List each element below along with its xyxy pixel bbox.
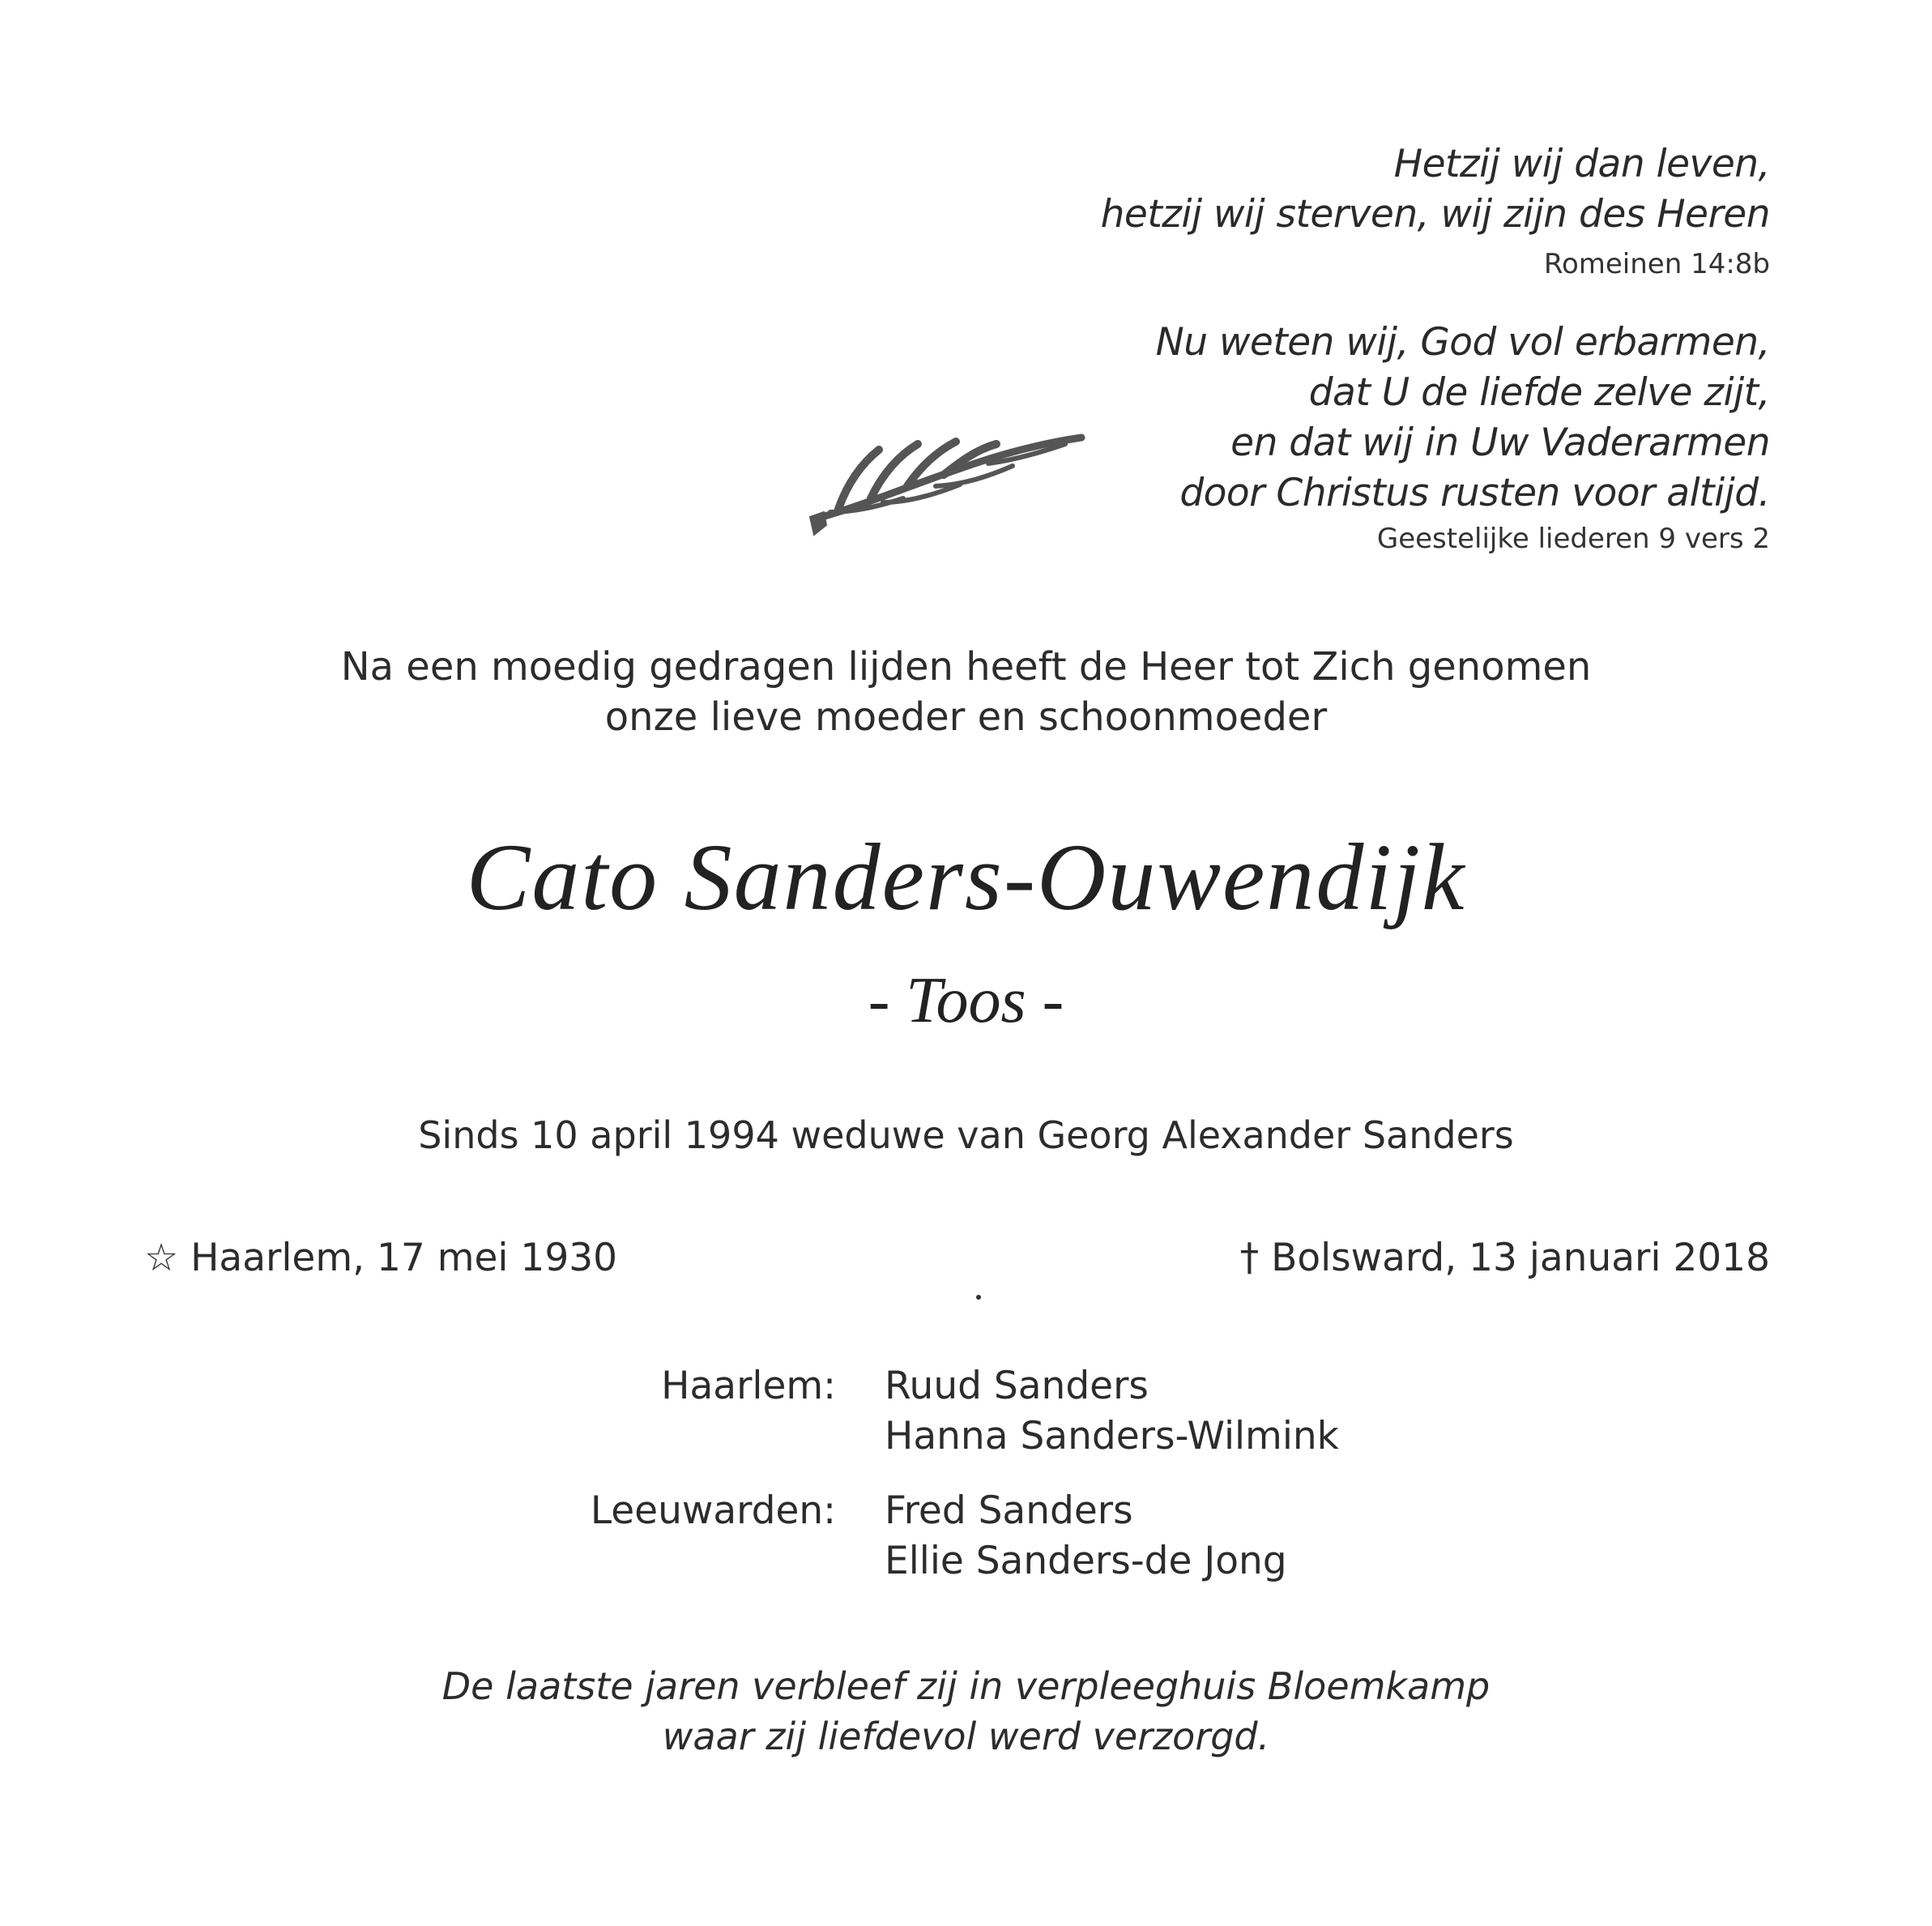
announcement-intro bbox=[0, 642, 1932, 742]
deceased-nickname: - Toos - bbox=[868, 965, 1064, 1036]
family-group-haarlem bbox=[567, 1361, 1339, 1462]
deceased-name: Cato Sanders-Ouwendijk bbox=[466, 824, 1466, 930]
death-line: † Bolsward, 13 januari 2018 bbox=[1239, 1236, 1770, 1280]
verse-hymn-reference: Geestelijke liederen 9 vers 2 bbox=[1376, 523, 1770, 555]
family-member: Hanna Sanders-Wilmink bbox=[885, 1414, 1339, 1458]
family-members bbox=[885, 1486, 1287, 1586]
verse-romans bbox=[1101, 139, 1770, 240]
announcement-intro-line-2: onze lieve moeder en schoonmoeder bbox=[604, 694, 1328, 740]
family-members bbox=[885, 1361, 1339, 1462]
verse-hymn-line-3: en dat wij in Uw Vaderarmen bbox=[1230, 421, 1770, 465]
palm-branch-icon bbox=[806, 421, 1098, 551]
closing-note-line-2: waar zij liefdevol werd verzorgd. bbox=[662, 1715, 1270, 1758]
closing-note-line-1: De laatste jaren verbleef zij in verpleeghuis Bloemkamp bbox=[441, 1664, 1491, 1708]
verse-romans-line-1: Hetzij wij dan leven, bbox=[1393, 142, 1770, 186]
verse-hymn bbox=[1156, 318, 1770, 519]
family-city: Leeuwarden: bbox=[590, 1488, 836, 1533]
announcement-intro-line-1: Na een moedig gedragen lijden heeft de Heer tot Zich genomen bbox=[340, 644, 1592, 690]
verse-hymn-line-1: Nu weten wij, God vol erbarmen, bbox=[1155, 320, 1770, 365]
birth-line: ☆ Haarlem, 17 mei 1930 bbox=[144, 1236, 618, 1280]
verse-romans-reference: Romeinen 14:8b bbox=[1543, 248, 1770, 280]
family-member: Ruud Sanders bbox=[885, 1364, 1149, 1408]
family-member: Fred Sanders bbox=[885, 1488, 1133, 1533]
closing-note bbox=[0, 1661, 1932, 1762]
family-list bbox=[567, 1361, 1339, 1611]
paper-speck bbox=[976, 1295, 981, 1300]
family-group-leeuwarden bbox=[567, 1486, 1339, 1586]
verse-hymn-line-2: dat U de liefde zelve zijt, bbox=[1308, 370, 1770, 415]
widow-line: Sinds 10 april 1994 weduwe van Georg Alexander Sanders bbox=[418, 1113, 1514, 1157]
verse-hymn-line-4: door Christus rusten voor altijd. bbox=[1179, 471, 1770, 515]
verse-romans-line-2: hetzij wij sterven, wij zijn des Heren bbox=[1100, 192, 1770, 237]
family-member: Ellie Sanders-de Jong bbox=[885, 1539, 1287, 1583]
family-city: Haarlem: bbox=[661, 1364, 836, 1408]
